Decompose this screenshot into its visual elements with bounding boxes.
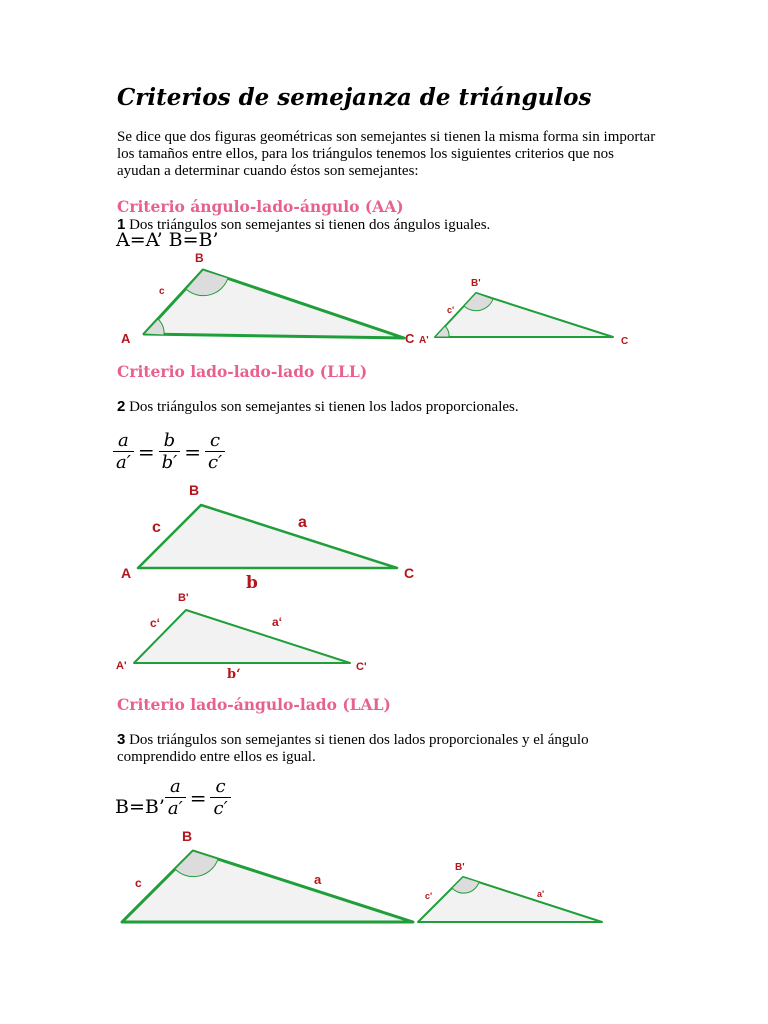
heading-aa: Criterio ángulo-lado-ángulo (AA) xyxy=(117,197,404,216)
lll-label-a: a xyxy=(298,514,307,531)
lll-label-B-prime: B' xyxy=(178,592,189,604)
lll-label-b: b xyxy=(246,573,258,593)
aa-label-C: C xyxy=(405,331,415,346)
lll-label-c-prime: c‘ xyxy=(150,616,161,630)
lll-label-A: A xyxy=(121,565,132,581)
equals-sign: = xyxy=(189,785,207,810)
aa-text: Dos triángulos son semejantes si tienen dos ángulos iguales. xyxy=(125,217,491,233)
aa-label-A: A xyxy=(121,331,131,346)
intro-paragraph: Se dice que dos figuras geométricas son semejantes si tienen la misma forma sin importar los tamaños entre ellos, para los triángulos tenemos los siguientes criterios que nos ayudan a determinar cuando éstos son semejantes: xyxy=(117,129,656,179)
lal-label-B-prime: B' xyxy=(455,862,465,873)
lll-label-A-prime: A' xyxy=(116,660,127,672)
lll-fraction-a: $\frac{a}{a'}$ xyxy=(113,430,134,473)
lal-label-a-prime: a' xyxy=(537,889,545,899)
lal-number: 3 xyxy=(117,731,126,748)
lll-label-C: C xyxy=(404,565,415,581)
heading-lal: Criterio lado-ángulo-lado (LAL) xyxy=(117,695,391,714)
aa-label-c-prime: c' xyxy=(447,305,455,315)
lal-triangle-small xyxy=(418,862,602,922)
lll-triangle-small xyxy=(116,592,367,682)
aa-label-c: c xyxy=(159,286,165,297)
aa-triangle-large xyxy=(121,251,415,346)
lal-fraction-a: $\frac{a}{a'}$ xyxy=(165,776,186,819)
lll-number: 2 xyxy=(117,398,126,415)
aa-number: 1 xyxy=(117,216,126,233)
aa-label-B-prime: B' xyxy=(471,278,481,289)
aa-formula: A=A’ B=B’ xyxy=(116,229,219,251)
lal-triangle-large xyxy=(122,828,413,922)
equals-sign: = xyxy=(184,439,201,464)
lll-label-C-prime: C' xyxy=(356,661,367,673)
lll-fraction-c: $\frac{c}{c'}$ xyxy=(205,430,225,473)
lll-label-a-prime: a‘ xyxy=(272,615,283,629)
equals-sign: = xyxy=(137,439,155,464)
aa-triangle-small xyxy=(419,278,628,347)
lll-label-B: B xyxy=(189,482,200,498)
lll-fraction-b: $\frac{b}{b'}$ xyxy=(159,430,181,473)
lal-label-a: a xyxy=(314,872,322,887)
lll-label-b-prime: b‘ xyxy=(227,667,241,682)
page-title: Criterios de semejanza de triángulos xyxy=(117,84,592,111)
lll-triangle-large xyxy=(121,482,414,593)
lal-formula-prefix: B=B’ xyxy=(115,795,165,818)
lal-text: Dos triángulos son semejantes si tienen dos lados proporcionales y el ángulo comprendido entre ellos es igual. xyxy=(117,732,589,765)
aa-label-C-small: C xyxy=(621,336,629,347)
lal-label-c-prime: c' xyxy=(425,891,433,901)
lll-label-c: c xyxy=(152,519,161,536)
aa-label-B: B xyxy=(195,251,204,265)
lal-label-c: c xyxy=(135,876,142,890)
lal-label-B: B xyxy=(182,828,193,844)
lll-text: Dos triángulos son semejantes si tienen los lados proporcionales. xyxy=(125,399,519,415)
lal-fraction-c: $\frac{c}{c'}$ xyxy=(210,776,230,819)
aa-label-A-prime: A' xyxy=(419,335,429,346)
heading-lll: Criterio lado-lado-lado (LLL) xyxy=(117,362,368,381)
